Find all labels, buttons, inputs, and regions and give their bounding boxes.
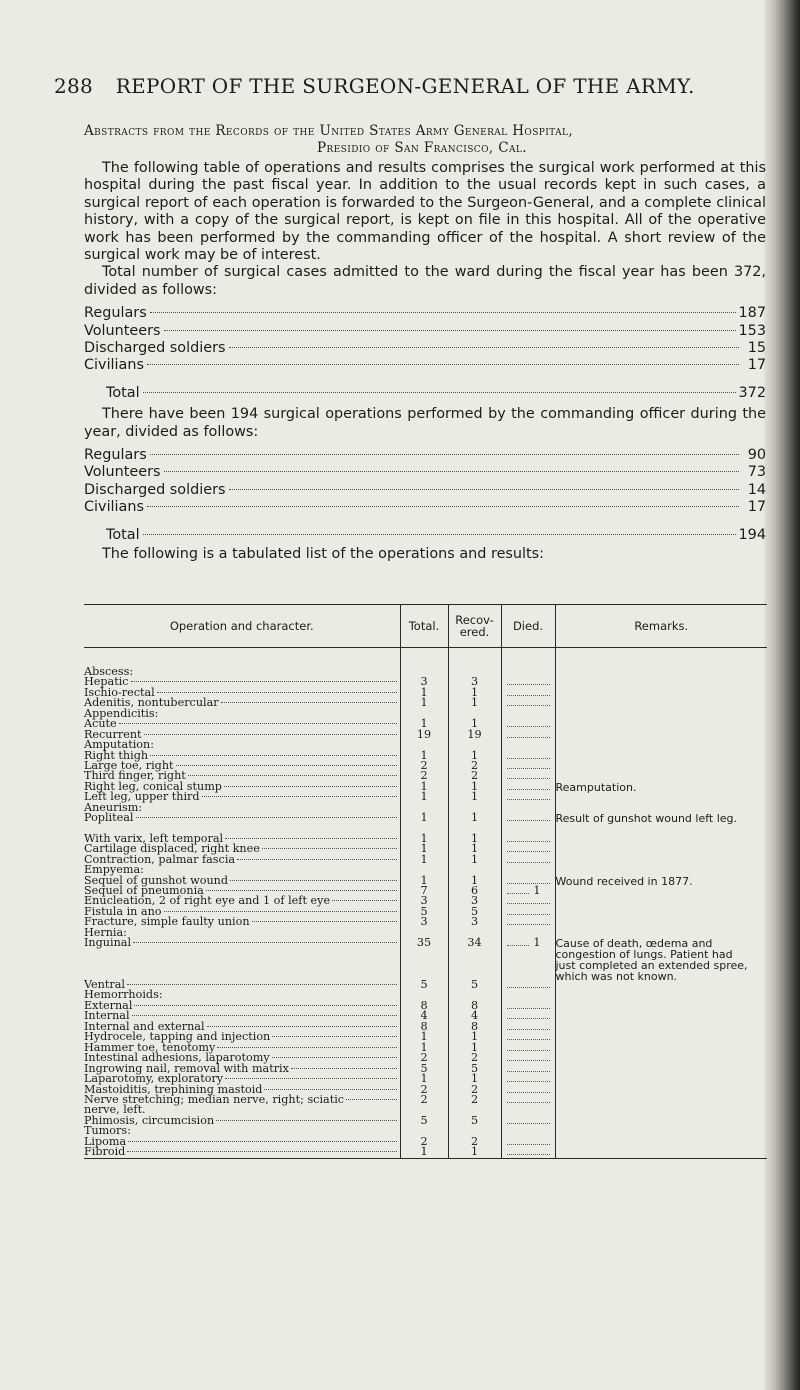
recovered-cell: 1 (448, 876, 501, 886)
died-cell (501, 917, 555, 927)
operation-name: Left leg, upper third (84, 790, 200, 804)
operations-list (84, 447, 766, 544)
recovered-cell: 1 (448, 782, 501, 792)
running-head (54, 74, 774, 98)
remarks-cell (555, 709, 767, 719)
table-row (84, 792, 767, 802)
died-value: 1 (533, 883, 541, 897)
list-item: Regulars 90 (84, 447, 766, 464)
total-cell: 5 (400, 980, 448, 990)
died-value: 1 (533, 936, 541, 950)
operation-name-cell (84, 813, 400, 823)
operation-name: Amputation: (84, 738, 155, 752)
table-row (84, 855, 767, 865)
total-cell: 1 (400, 1043, 448, 1053)
total-cell: 8 (400, 1001, 448, 1011)
list-item: Civilians 17 (84, 357, 766, 374)
operation-name-cell (84, 917, 400, 927)
col-header-died: Died. (501, 605, 555, 648)
operation-name: Enucleation, 2 of right eye and 1 of left eye (84, 894, 331, 908)
total-cell: 1 (400, 751, 448, 761)
recovered-cell: 1 (448, 844, 501, 854)
died-cell (501, 1001, 555, 1011)
operation-name: Internal (84, 1009, 130, 1023)
recovered-cell: 1 (448, 698, 501, 708)
died-cell (501, 1085, 555, 1095)
died-cell (501, 1116, 555, 1126)
total-cell: 2 (400, 1095, 448, 1105)
recovered-cell: 2 (448, 771, 501, 781)
died-cell (501, 938, 555, 948)
remarks-cell (555, 782, 767, 792)
table-row (84, 1147, 767, 1158)
died-cell (501, 844, 555, 854)
remarks-cell (555, 812, 767, 826)
table-row (84, 730, 767, 740)
remarks-cell (555, 1137, 767, 1147)
operation-name: Empyema: (84, 863, 144, 877)
remarks-cell (555, 1043, 767, 1053)
total-cell: 1 (400, 1032, 448, 1042)
operation-name: Sequel of gunshot wound (84, 873, 229, 887)
remarks-cell (555, 1126, 767, 1136)
operation-name: With varix, left temporal (84, 831, 224, 845)
remarks-text: Cause of death, œdema and congestion of lungs. Patient had just completed an extended spree, which was not known. (555, 937, 748, 984)
operation-name: Large toe, right (84, 759, 174, 773)
table-header-row (84, 605, 767, 648)
recovered-cell: 5 (448, 907, 501, 917)
operation-name: Hydrocele, tapping and injection (84, 1030, 271, 1044)
died-cell (501, 667, 555, 677)
list-item: Volunteers 153 (84, 322, 766, 339)
operation-name: Right thigh (84, 748, 149, 762)
operation-name: Phimosis, circumcision (84, 1113, 215, 1127)
remarks-cell (555, 719, 767, 729)
remarks-cell (555, 844, 767, 854)
total-cell: 35 (400, 938, 448, 948)
operation-name: Mastoiditis, trephining mastoid (84, 1082, 263, 1096)
operation-name-cell (84, 1126, 400, 1136)
operations-table (84, 604, 767, 1159)
remarks-cell (555, 1011, 767, 1021)
remarks-cell (555, 886, 767, 896)
operation-name-cell (84, 1147, 400, 1158)
operation-name: Appendicitis: (84, 706, 159, 720)
col-header-total: Total. (400, 605, 448, 648)
operation-name: Hemorrhoids: (84, 988, 163, 1002)
recovered-cell: 5 (448, 1116, 501, 1126)
total-cell: 1 (400, 1074, 448, 1084)
total-cell: 19 (400, 730, 448, 740)
total-cell: 1 (400, 813, 448, 823)
operation-name: Hepatic (84, 675, 129, 689)
remarks-cell (555, 1001, 767, 1011)
list-item: Civilians 17 (84, 499, 766, 516)
table-row (84, 813, 767, 823)
operation-name-cell (84, 706, 400, 720)
remarks-cell (555, 698, 767, 708)
recovered-cell: 1 (448, 751, 501, 761)
remarks-cell (555, 761, 767, 771)
remarks-text: Result of gunshot wound left leg. (555, 812, 738, 826)
remarks-cell (555, 990, 767, 1000)
recovered-cell: 8 (448, 1001, 501, 1011)
table-row (84, 1116, 767, 1126)
recovered-cell: 1 (448, 834, 501, 844)
list-item: Discharged soldiers 15 (84, 340, 766, 357)
died-cell (501, 896, 555, 906)
recovered-cell: 1 (448, 792, 501, 802)
remarks-cell (555, 896, 767, 906)
remarks-cell (555, 1116, 767, 1126)
recovered-cell: 4 (448, 1011, 501, 1021)
intro-body (84, 160, 766, 563)
recovered-cell: 1 (448, 719, 501, 729)
remarks-text: Wound received in 1877. (555, 874, 693, 888)
table-row (84, 1095, 767, 1105)
cases-total: Total 372 (106, 384, 766, 401)
total-cell: 1 (400, 719, 448, 729)
operation-name: Lipoma (84, 1134, 127, 1148)
total-cell: 2 (400, 1085, 448, 1095)
total-cell: 1 (400, 792, 448, 802)
col-header-recovered: Recov- ered. (448, 605, 501, 648)
total-cell: 1 (400, 844, 448, 854)
died-cell (501, 740, 555, 750)
remarks-cell (555, 865, 767, 875)
cases-list (84, 305, 766, 402)
section-headline (84, 123, 760, 157)
remarks-cell (555, 667, 767, 677)
died-cell (501, 730, 555, 740)
total-cell: 2 (400, 771, 448, 781)
died-cell (501, 792, 555, 802)
operation-name: Ingrowing nail, removal with matrix (84, 1061, 289, 1075)
headline-line-2: Presidio of San Francisco, Cal. (317, 140, 527, 156)
operation-name-cell (84, 938, 400, 948)
recovered-cell: 3 (448, 917, 501, 927)
page-edge-shadow (764, 0, 800, 1390)
died-cell (501, 1137, 555, 1147)
operation-name: Hernia: (84, 925, 127, 939)
operation-name-cell (84, 1113, 400, 1127)
recovered-cell: 34 (448, 938, 501, 948)
recovered-cell: 19 (448, 730, 501, 740)
remarks-cell (555, 917, 767, 927)
died-cell (501, 1064, 555, 1074)
total-cell: 1 (400, 688, 448, 698)
operation-name: Cartilage displaced, right knee (84, 842, 260, 856)
died-cell (501, 719, 555, 729)
operation-name: Aneurism: (84, 800, 143, 814)
recovered-cell: 2 (448, 761, 501, 771)
remarks-cell (555, 876, 767, 886)
operation-name: Abscess: (84, 665, 134, 678)
died-cell (501, 980, 555, 990)
recovered-cell: 1 (448, 855, 501, 865)
died-cell (501, 751, 555, 761)
total-cell: 2 (400, 761, 448, 771)
operation-name: Nerve stretching; median nerve, right; sciatic (84, 1092, 345, 1106)
died-cell (501, 1032, 555, 1042)
table-row (84, 938, 767, 948)
died-cell (501, 1147, 555, 1158)
operation-name: Internal and external (84, 1019, 205, 1033)
died-cell (501, 1043, 555, 1053)
intro-paragraph-4: The following is a tabulated list of the operations and results: (102, 545, 545, 562)
intro-paragraph-2: Total number of surgical cases admitted to the ward during the fiscal year has been 372, divided as follows: (84, 264, 766, 298)
total-cell: 1 (400, 698, 448, 708)
died-cell (501, 782, 555, 792)
total-cell: 2 (400, 1053, 448, 1063)
died-cell (501, 709, 555, 719)
died-cell (501, 813, 555, 823)
total-cell: 3 (400, 917, 448, 927)
died-cell (501, 1011, 555, 1021)
remarks-cell (555, 834, 767, 844)
table-row (84, 917, 767, 927)
remarks-cell (555, 751, 767, 761)
died-cell (501, 1126, 555, 1136)
died-cell (501, 928, 555, 938)
died-cell (501, 1053, 555, 1063)
list-item: Volunteers 73 (84, 464, 766, 481)
total-cell: 5 (400, 907, 448, 917)
operation-name: Right leg, conical stump (84, 779, 222, 793)
operation-name: Fistula in ano (84, 904, 162, 918)
operation-name: Third finger, right (84, 769, 186, 783)
col-header-operation: Operation and character. (84, 605, 400, 648)
list-item: Regulars 187 (84, 305, 766, 322)
died-cell (501, 834, 555, 844)
total-cell: 3 (400, 896, 448, 906)
recovered-cell: 1 (448, 813, 501, 823)
recovered-cell: 1 (448, 1074, 501, 1084)
remarks-cell (555, 1064, 767, 1074)
died-cell (501, 688, 555, 698)
operation-name: Tumors: (84, 1124, 131, 1138)
recovered-cell: 1 (448, 688, 501, 698)
operation-name: Hammer toe, tenotomy (84, 1040, 216, 1054)
operation-name: Contraction, palmar fascia (84, 852, 236, 866)
recovered-cell: 1 (448, 1032, 501, 1042)
operation-name: Fibroid (84, 1145, 126, 1159)
remarks-cell (555, 677, 767, 687)
remarks-cell (555, 1085, 767, 1095)
remarks-cell (555, 730, 767, 740)
operation-name-continued: nerve, left. (84, 1103, 146, 1117)
operation-name-cell (84, 925, 400, 939)
recovered-cell: 2 (448, 1085, 501, 1095)
remarks-cell (555, 1147, 767, 1158)
remarks-cell (555, 1053, 767, 1063)
operation-name-cell (84, 667, 400, 677)
remarks-cell (555, 688, 767, 698)
recovered-cell: 1 (448, 1043, 501, 1053)
recovered-cell: 3 (448, 677, 501, 687)
died-cell (501, 1095, 555, 1105)
recovered-cell: 6 (448, 886, 501, 896)
operation-name: Ventral (84, 978, 125, 991)
total-cell: 1 (400, 834, 448, 844)
operation-name: Laparotomy, exploratory (84, 1072, 224, 1086)
recovered-cell: 2 (448, 1053, 501, 1063)
died-cell (501, 883, 555, 897)
intro-paragraph-3: There have been 194 surgical operations performed by the commanding officer during the year, divided as follows: (84, 406, 766, 440)
operation-name: Acute (84, 717, 117, 731)
died-cell (501, 677, 555, 687)
remarks-cell (555, 1022, 767, 1032)
table-body (84, 648, 767, 1159)
operation-name-cell (84, 1134, 400, 1148)
remarks-cell (555, 1032, 767, 1042)
operation-name: Popliteal (84, 811, 134, 825)
died-cell (501, 855, 555, 865)
total-cell: 3 (400, 677, 448, 687)
recovered-cell: 5 (448, 980, 501, 990)
died-cell (501, 865, 555, 875)
operation-name: External (84, 998, 133, 1012)
died-cell (501, 1074, 555, 1084)
operation-name: Inguinal (84, 936, 132, 950)
died-cell (501, 803, 555, 813)
operation-name: Ischio-rectal (84, 685, 155, 699)
operation-name: Recurrent (84, 727, 142, 741)
total-cell: 7 (400, 886, 448, 896)
page-number: 288 (54, 74, 94, 98)
recovered-cell: 2 (448, 1137, 501, 1147)
remarks-cell (555, 855, 767, 865)
table-row (84, 698, 767, 708)
died-cell (501, 771, 555, 781)
died-cell (501, 876, 555, 886)
headline-line-1: Abstracts from the Records of the United States Army General Hospital, (84, 123, 574, 139)
total-cell: 1 (400, 876, 448, 886)
remarks-cell (555, 792, 767, 802)
intro-paragraph-1: The following table of operations and results comprises the surgical work performed at this hospital during the past fiscal year. In addition to the usual records kept in such cases, a surgical report of each operation is forwarded to the Surgeon-General, and a complete clinical history, with a copy of the surgical report, is kept on file in this hospital. All of the operative work has been performed by the commanding officer of the hospital. A short review of the surgical work may be of interest. (84, 160, 766, 264)
total-cell: 1 (400, 782, 448, 792)
operation-name-cell (84, 998, 400, 1012)
recovered-cell: 3 (448, 896, 501, 906)
running-title: REPORT OF THE SURGEON-GENERAL OF THE ARMY. (115, 74, 695, 98)
recovered-cell: 5 (448, 1064, 501, 1074)
total-cell: 8 (400, 1022, 448, 1032)
col-header-remarks: Remarks. (555, 605, 767, 648)
total-cell: 5 (400, 1116, 448, 1126)
remarks-cell (555, 1074, 767, 1084)
recovered-cell: 2 (448, 1095, 501, 1105)
remarks-cell (555, 937, 767, 984)
operation-name: Adenitis, nontubercular (84, 696, 219, 710)
total-cell: 1 (400, 1147, 448, 1158)
total-cell: 2 (400, 1137, 448, 1147)
recovered-cell: 8 (448, 1022, 501, 1032)
died-cell (501, 990, 555, 1000)
remarks-cell (555, 907, 767, 917)
total-cell: 1 (400, 855, 448, 865)
operation-name: Fracture, simple faulty union (84, 915, 250, 929)
died-cell (501, 907, 555, 917)
operation-name: Sequel of pneumonia (84, 883, 204, 897)
died-cell (501, 698, 555, 708)
died-cell (501, 761, 555, 771)
total-cell: 4 (400, 1011, 448, 1021)
remarks-cell (555, 740, 767, 750)
died-cell (501, 1022, 555, 1032)
recovered-cell: 1 (448, 1147, 501, 1158)
operations-total: Total 194 (106, 526, 766, 543)
operation-name: Intestinal adhesions, laparotomy (84, 1051, 270, 1065)
remarks-text: Reamputation. (555, 780, 637, 794)
remarks-cell (555, 1095, 767, 1105)
total-cell: 5 (400, 1064, 448, 1074)
list-item: Discharged soldiers 14 (84, 481, 766, 498)
